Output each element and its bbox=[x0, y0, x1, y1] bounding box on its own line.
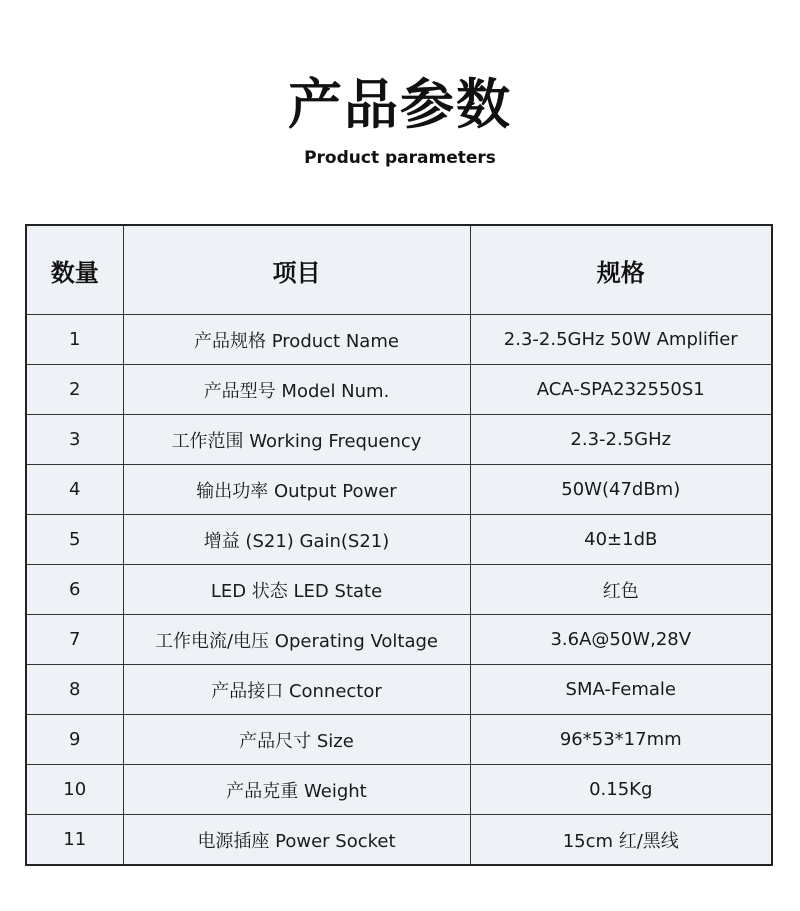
row-item: LED 状态 LED State bbox=[123, 565, 470, 615]
row-spec: 2.3-2.5GHz 50W Amplifier bbox=[470, 315, 772, 365]
row-item: 产品规格 Product Name bbox=[123, 315, 470, 365]
column-header-spec: 规格 bbox=[470, 225, 772, 315]
row-item: 产品型号 Model Num. bbox=[123, 365, 470, 415]
row-number: 9 bbox=[26, 715, 123, 765]
row-spec: 3.6A@50W,28V bbox=[470, 615, 772, 665]
row-number: 10 bbox=[26, 765, 123, 815]
table-row bbox=[26, 715, 772, 765]
row-spec: 96*53*17mm bbox=[470, 715, 772, 765]
row-item: 增益 (S21) Gain(S21) bbox=[123, 515, 470, 565]
table-row bbox=[26, 365, 772, 415]
row-spec: 红色 bbox=[470, 565, 772, 615]
row-number: 1 bbox=[26, 315, 123, 365]
table-row bbox=[26, 615, 772, 665]
row-number: 2 bbox=[26, 365, 123, 415]
column-header-number: 数量 bbox=[26, 225, 123, 315]
row-spec: 2.3-2.5GHz bbox=[470, 415, 772, 465]
row-spec: 15cm 红/黑线 bbox=[470, 815, 772, 866]
table-row bbox=[26, 415, 772, 465]
row-number: 7 bbox=[26, 615, 123, 665]
row-number: 3 bbox=[26, 415, 123, 465]
column-header-item: 项目 bbox=[123, 225, 470, 315]
row-number: 4 bbox=[26, 465, 123, 515]
table-row bbox=[26, 565, 772, 615]
row-number: 6 bbox=[26, 565, 123, 615]
row-item: 产品克重 Weight bbox=[123, 765, 470, 815]
table-row bbox=[26, 315, 772, 365]
table-row bbox=[26, 515, 772, 565]
row-item: 电源插座 Power Socket bbox=[123, 815, 470, 866]
table-row bbox=[26, 665, 772, 715]
row-number: 11 bbox=[26, 815, 123, 866]
table-row bbox=[26, 815, 772, 866]
table-row bbox=[26, 765, 772, 815]
row-spec: ACA-SPA232550S1 bbox=[470, 365, 772, 415]
row-item: 产品接口 Connector bbox=[123, 665, 470, 715]
row-item: 产品尺寸 Size bbox=[123, 715, 470, 765]
row-item: 工作范围 Working Frequency bbox=[123, 415, 470, 465]
row-item: 输出功率 Output Power bbox=[123, 465, 470, 515]
row-item: 工作电流/电压 Operating Voltage bbox=[123, 615, 470, 665]
table-header-row bbox=[26, 225, 772, 315]
row-spec: 40±1dB bbox=[470, 515, 772, 565]
page-title: 产品参数 bbox=[288, 73, 512, 136]
spec-table bbox=[25, 224, 773, 866]
row-spec: SMA-Female bbox=[470, 665, 772, 715]
row-spec: 50W(47dBm) bbox=[470, 465, 772, 515]
page-subtitle: Product parameters bbox=[304, 148, 496, 168]
row-number: 5 bbox=[26, 515, 123, 565]
row-spec: 0.15Kg bbox=[470, 765, 772, 815]
row-number: 8 bbox=[26, 665, 123, 715]
table-row bbox=[26, 465, 772, 515]
